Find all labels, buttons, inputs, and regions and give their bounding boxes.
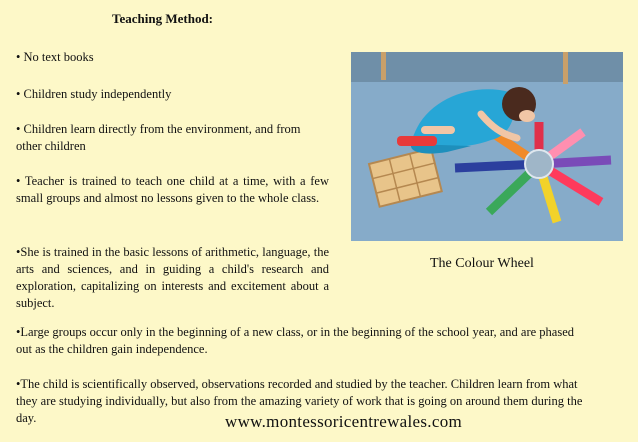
- bullet-learn-from-environment: • Children learn directly from the environment, and from other children: [16, 122, 301, 153]
- colour-wheel-photo: [351, 52, 623, 241]
- bullet-scientific-observation: •The child is scientifically observed, observations recorded and studied by the teacher. Children learn from what they are studying individually, but also from the amazing variety of work that is going on around them during the day.: [16, 377, 583, 425]
- colour-wheel-illustration: [351, 52, 623, 241]
- page-title: Teaching Method:: [112, 11, 213, 26]
- bullet-study-independently: • Children study independently: [16, 87, 172, 101]
- bullet-large-groups: •Large groups occur only in the beginning of a new class, or in the beginning of the school year, and are phased out as the children gain independence.: [16, 325, 574, 356]
- bullet-basic-lessons: •She is trained in the basic lessons of arithmetic, language, the arts and sciences, and in guiding a child's research and exploration, capitalizing on interests and excitement about a subject.: [16, 245, 329, 310]
- photo-caption: The Colour Wheel: [430, 256, 534, 271]
- bullet-teacher-trained: • Teacher is trained to teach one child at a time, with a few small groups and almost no lessons given to the whole class.: [16, 174, 329, 205]
- bullet-no-text-books: • No text books: [16, 50, 94, 64]
- footer-website-url: www.montessoricentrewales.com: [225, 412, 463, 431]
